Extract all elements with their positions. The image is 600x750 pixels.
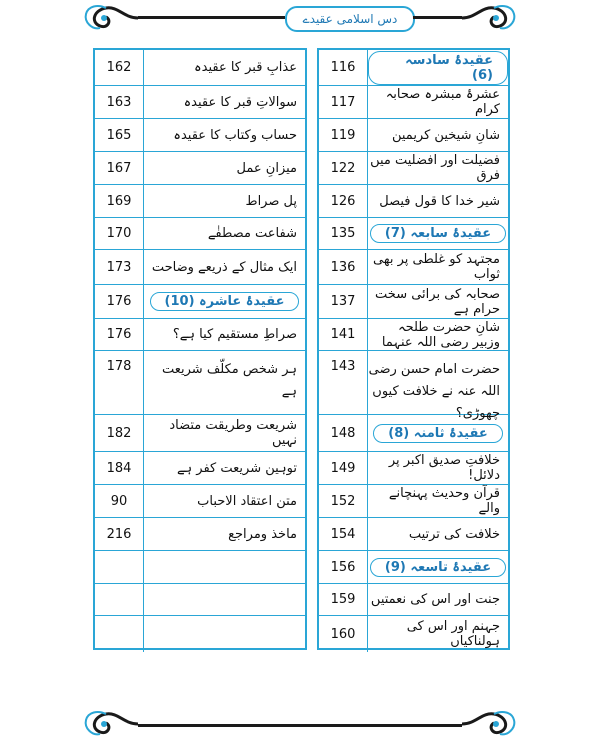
- toc-row: [319, 86, 508, 119]
- toc-page-number: 135: [319, 218, 368, 249]
- page-header: [80, 6, 520, 36]
- toc-section-heading: [368, 50, 508, 85]
- header-rule-left: [138, 16, 285, 19]
- header-left-ornament-icon: [80, 2, 140, 36]
- toc-page-number: 169: [95, 185, 144, 217]
- toc-empty-cell: [144, 551, 305, 583]
- toc-page-number: 137: [319, 285, 368, 318]
- toc-entry-title: شفاعت مصطفٰے: [207, 226, 297, 241]
- toc-row: [95, 285, 305, 319]
- toc-row: [95, 452, 305, 485]
- toc-entry-title: حضرت امام حسن رضی اللہ عنہ نے خلافت کیوں چھوڑی؟: [368, 362, 500, 421]
- toc-page-number: 184: [95, 452, 144, 484]
- toc-row: [95, 250, 305, 285]
- toc-entry-title: قرآن وحدیث پہنچانے والے: [388, 486, 500, 516]
- toc-page-number: 143: [319, 351, 368, 414]
- header-title: دس اسلامی عقیدے: [285, 6, 415, 32]
- toc-empty-cell: [144, 584, 305, 615]
- toc-entry-title: شانِ حضرت طلحہ وزبیر رضی اللہ عنہما: [381, 319, 500, 350]
- footer-right-ornament-icon: [460, 708, 520, 742]
- toc-entry-title: صراطِ مستقیم کیا ہے؟: [172, 327, 297, 342]
- toc-page-number: [95, 584, 144, 615]
- toc-page-number: 152: [319, 485, 368, 517]
- section-heading-label: عقیدۂ سادسہ (6): [368, 51, 508, 85]
- toc-row: [319, 250, 508, 285]
- toc-entry-title: مجتہد کو غلطی پر بھی ثواب: [373, 252, 500, 282]
- toc-row: [95, 584, 305, 616]
- toc-section-heading: [144, 285, 305, 318]
- section-heading-label: عقیدۂ تاسعہ (9): [370, 558, 506, 577]
- toc-row: [95, 185, 305, 218]
- toc-entry-title: خلافتِ صدیق اکبر پر دلائل!: [388, 453, 500, 483]
- toc-row: [95, 86, 305, 119]
- toc-row: [319, 485, 508, 518]
- toc-row: [319, 616, 508, 652]
- toc-page-number: 117: [319, 86, 368, 118]
- toc-page-number: 176: [95, 285, 144, 318]
- toc-entry-title: ماخذ ومراجع: [228, 526, 297, 542]
- toc-row: [319, 452, 508, 485]
- toc-entry-title: توہین شریعت کفر ہے: [176, 460, 297, 476]
- toc-page-number: 116: [319, 50, 368, 85]
- toc-page-number: [95, 551, 144, 583]
- toc-entry-title: جنت اور اس کی نعمتیں: [370, 592, 500, 607]
- footer-left-ornament-icon: [80, 708, 140, 742]
- header-right-ornament-icon: [460, 2, 520, 36]
- toc-row: [95, 351, 305, 415]
- toc-row: [95, 415, 305, 452]
- toc-section-heading: [368, 551, 508, 583]
- toc-page-number: 167: [95, 152, 144, 184]
- gap-rule-right: [317, 48, 319, 650]
- toc-row: [319, 415, 508, 452]
- toc-page-number: 170: [95, 218, 144, 249]
- toc-row: [319, 119, 508, 152]
- toc-page-number: [95, 616, 144, 652]
- toc-frame: [93, 48, 510, 650]
- toc-entry-title: ہر شخص مکلّف شریعت ہے: [161, 362, 297, 399]
- toc-page-number: 149: [319, 452, 368, 484]
- toc-page-number: 159: [319, 584, 368, 615]
- toc-page-number: 163: [95, 86, 144, 118]
- toc-entry-title: میزانِ عمل: [236, 160, 297, 176]
- toc-entry-title: شیر خدا کا قول فیصل: [379, 193, 500, 209]
- toc-row: [319, 551, 508, 584]
- section-heading-label: عقیدۂ ثامنہ (8): [373, 424, 502, 443]
- toc-row: [319, 285, 508, 319]
- toc-page-number: 182: [95, 415, 144, 451]
- toc-entry-title: متن اعتقاد الاحباب: [197, 493, 297, 509]
- toc-row: [95, 551, 305, 584]
- toc-page-number: 141: [319, 319, 368, 350]
- toc-page-number: 162: [95, 50, 144, 85]
- toc-row: [319, 218, 508, 250]
- toc-row: [95, 50, 305, 86]
- toc-row: [95, 218, 305, 250]
- toc-page-number: 126: [319, 185, 368, 217]
- toc-row: [319, 518, 508, 551]
- toc-entry-title: شانِ شیخین کریمین: [391, 127, 500, 143]
- page-footer: [80, 710, 520, 742]
- toc-row: [95, 616, 305, 652]
- toc-entry-title: جہنم اور اس کی ہولناکیاں: [406, 619, 500, 649]
- toc-page-number: 216: [95, 518, 144, 550]
- toc-page-number: 136: [319, 250, 368, 284]
- toc-row: [95, 319, 305, 351]
- footer-rule: [138, 724, 462, 727]
- toc-page-number: 122: [319, 152, 368, 184]
- toc-entry-title: خلافت کی ترتیب: [408, 526, 500, 542]
- toc-row: [319, 319, 508, 351]
- toc-page-number: 148: [319, 415, 368, 451]
- toc-entry-title: فضیلت اور افضلیت میں فرق: [370, 153, 500, 183]
- toc-row: [319, 185, 508, 218]
- toc-page-number: 178: [95, 351, 144, 414]
- section-heading-label: عقیدۂ سابعہ (7): [370, 224, 506, 243]
- toc-row: [95, 485, 305, 518]
- toc-empty-cell: [144, 616, 305, 652]
- toc-entry-title: عذابِ قبر کا عقیدہ: [194, 60, 297, 75]
- toc-page-number: 119: [319, 119, 368, 151]
- toc-row: [319, 50, 508, 86]
- toc-page-number: 160: [319, 616, 368, 652]
- toc-entry-title: عشرۂ مبشرہ صحابہ کرام: [385, 87, 500, 117]
- toc-page-number: 173: [95, 250, 144, 284]
- toc-section-heading: [368, 415, 508, 451]
- toc-row: [319, 351, 508, 421]
- toc-row: [95, 152, 305, 185]
- toc-entry-title: حساب وکتاب کا عقیدہ: [173, 127, 297, 143]
- toc-row: [319, 152, 508, 185]
- column-gap: [305, 48, 319, 650]
- toc-entry-title: ایک مثال کے ذریعے وضاحت: [151, 259, 297, 275]
- toc-row: [95, 119, 305, 152]
- toc-row: [319, 584, 508, 616]
- header-rule-right: [413, 16, 462, 19]
- section-heading-label: عقیدۂ عاشرہ (10): [150, 292, 300, 311]
- toc-entry-title: پل صراط: [245, 193, 297, 209]
- toc-entry-title: شریعت وطریقت متضاد نہیں: [169, 418, 297, 448]
- toc-page-number: 176: [95, 319, 144, 350]
- toc-row: [95, 518, 305, 551]
- toc-page-number: 90: [95, 485, 144, 517]
- toc-section-heading: [368, 218, 508, 249]
- toc-page-number: 165: [95, 119, 144, 151]
- toc-entry-title: صحابہ کی برائی سخت حرام ہے: [375, 286, 500, 317]
- gap-rule-left: [305, 48, 307, 650]
- toc-page-number: 156: [319, 551, 368, 583]
- toc-page-number: 154: [319, 518, 368, 550]
- toc-entry-title: سوالاتِ قبر کا عقیدہ: [183, 94, 297, 110]
